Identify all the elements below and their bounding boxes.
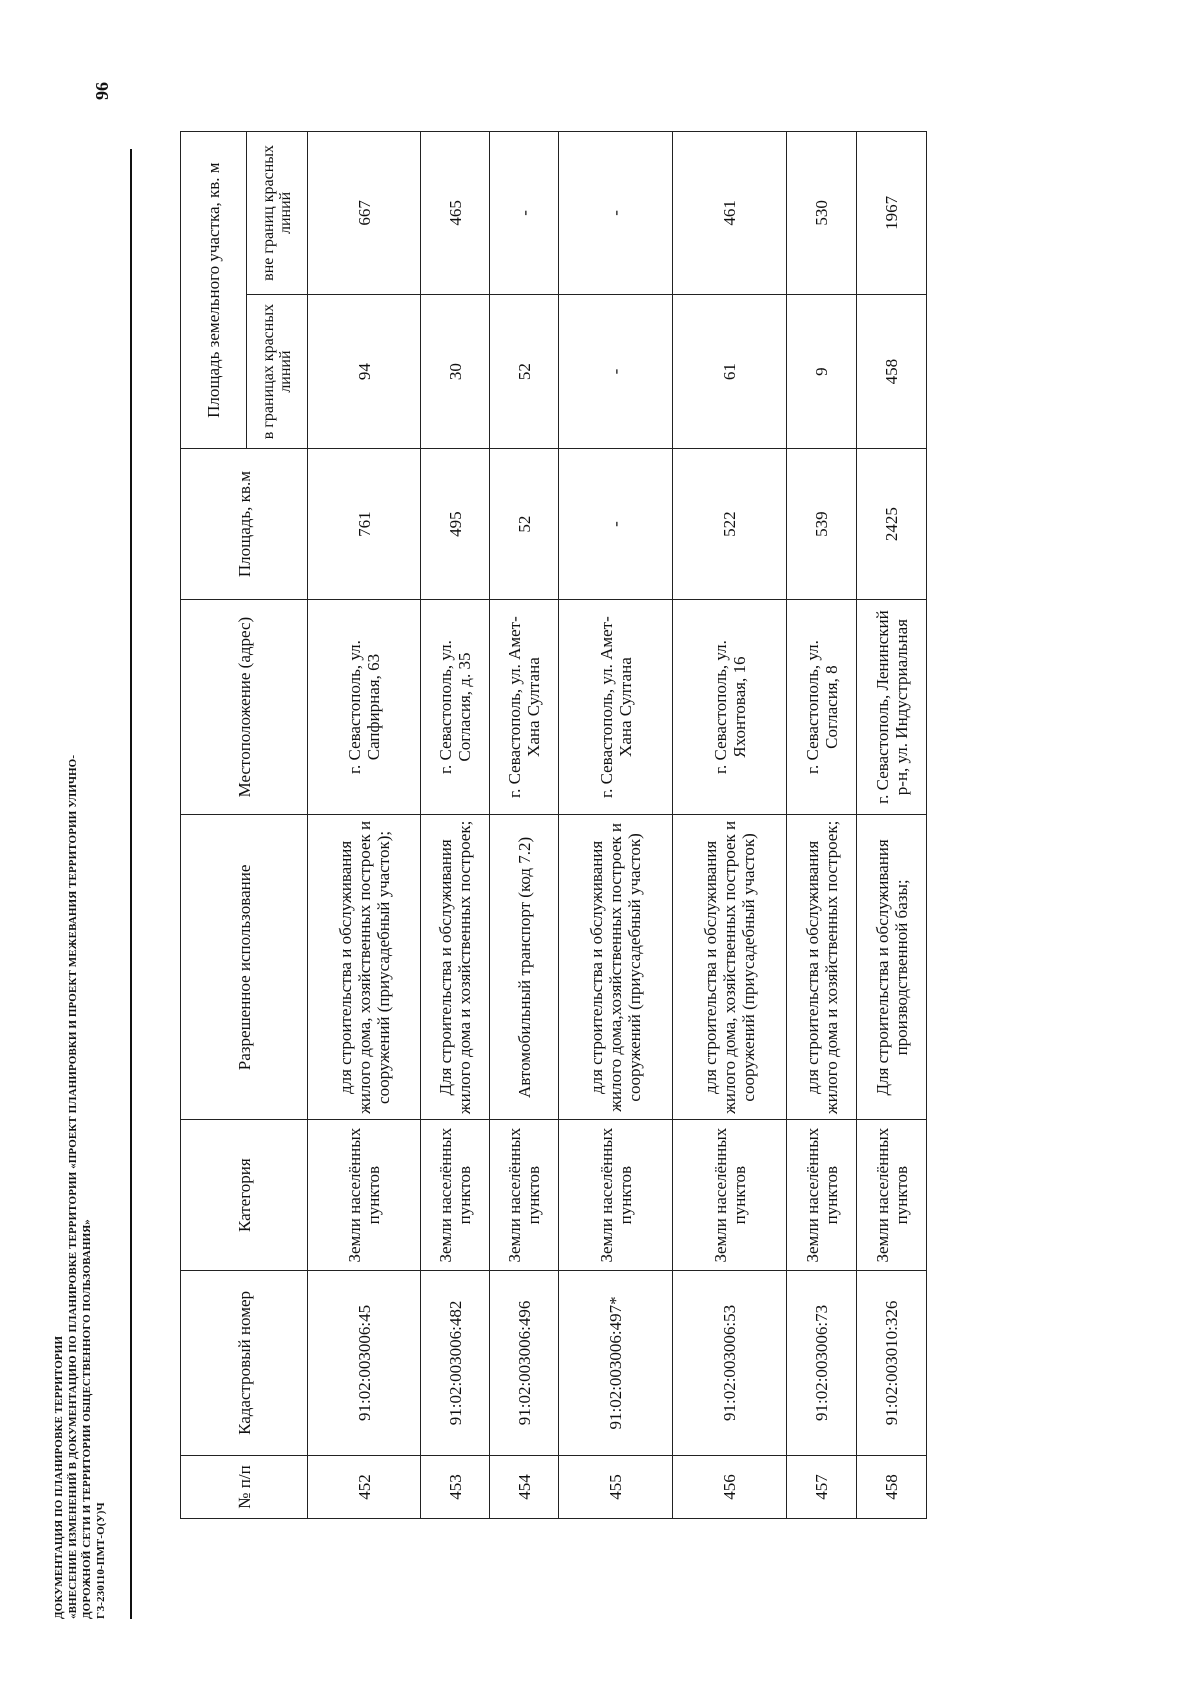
- cell-outside: -: [559, 132, 673, 295]
- header-land-area: Площадь земельного участка, кв. м: [181, 132, 247, 449]
- cell-location: г. Севастополь, ул. Амет-Хана Султана: [490, 599, 559, 815]
- cell-category: Земли населённых пунктов: [857, 1120, 927, 1270]
- table-row: [421, 132, 490, 1519]
- cell-location: г. Севастополь, Ленинский р-н, ул. Индустриальная: [857, 599, 927, 815]
- cell-category: Земли населённых пунктов: [308, 1120, 421, 1270]
- header-rule: [130, 149, 132, 1619]
- cell-cadastral: 91:02:003006:45: [308, 1270, 421, 1455]
- cell-category: Земли населённых пунктов: [787, 1120, 857, 1270]
- cell-cadastral: 91:02:003006:482: [421, 1270, 490, 1455]
- cell-num: 453: [421, 1455, 490, 1518]
- cell-use: для строительства и обслуживания жилого дома,хозяйственных построек и сооружений (приусадебный участок): [559, 815, 673, 1120]
- cell-outside: 530: [787, 132, 857, 295]
- land-plots-table: [180, 131, 927, 1519]
- cell-use: Автомобильный транспорт (код 7.2): [490, 815, 559, 1120]
- cell-cadastral: 91:02:003006:53: [673, 1270, 787, 1455]
- cell-category: Земли населённых пунктов: [673, 1120, 787, 1270]
- header-area: Площадь, кв.м: [181, 449, 308, 599]
- cell-area: 52: [490, 449, 559, 599]
- cell-num: 454: [490, 1455, 559, 1518]
- cell-inside: -: [559, 294, 673, 449]
- cell-outside: 1967: [857, 132, 927, 295]
- cell-use: для строительства и обслуживания жилого дома и хозяйственных построек;: [787, 815, 857, 1120]
- cell-cadastral: 91:02:003006:497*: [559, 1270, 673, 1455]
- cell-use: Для строительства и обслуживания жилого дома и хозяйственных построек;: [421, 815, 490, 1120]
- page-number: 96: [92, 82, 112, 100]
- header-permitted-use: Разрешенное использование: [181, 815, 308, 1120]
- cell-area: 2425: [857, 449, 927, 599]
- header-num: № п/п: [181, 1455, 308, 1518]
- cell-cadastral: 91:02:003006:73: [787, 1270, 857, 1455]
- cell-category: Земли населённых пунктов: [559, 1120, 673, 1270]
- table-row: [559, 132, 673, 1519]
- cell-inside: 458: [857, 294, 927, 449]
- cell-area: -: [559, 449, 673, 599]
- cell-cadastral: 91:02:003010:326: [857, 1270, 927, 1455]
- table-row: [787, 132, 857, 1519]
- header-line-4: ГЗ-230110-ПМТ-О(У)Ч: [95, 1502, 107, 1619]
- cell-outside: 465: [421, 132, 490, 295]
- cell-location: г. Севастополь, ул. Амет-Хана Султана: [559, 599, 673, 815]
- cell-area: 495: [421, 449, 490, 599]
- cell-area: 539: [787, 449, 857, 599]
- header-line-3: ДОРОЖНОЙ СЕТИ И ТЕРРИТОРИИ ОБЩЕСТВЕННОГО ПОЛЬЗОВАНИЯ»: [81, 1219, 93, 1619]
- cell-use: для строительства и обслуживания жилого дома, хозяйственных построек и сооружений (приусадебный участок);: [308, 815, 421, 1120]
- cell-use: для строительства и обслуживания жилого дома, хозяйственных построек и сооружений (приусадебный участок): [673, 815, 787, 1120]
- cell-area: 761: [308, 449, 421, 599]
- table-row: [490, 132, 559, 1519]
- cell-use: Для строительства и обслуживания производственной базы;: [857, 815, 927, 1120]
- cell-area: 522: [673, 449, 787, 599]
- header-cadastral: Кадастровый номер: [181, 1270, 308, 1455]
- cell-num: 457: [787, 1455, 857, 1518]
- cell-outside: 461: [673, 132, 787, 295]
- header-inside-red-lines: в границах красных линий: [247, 294, 308, 449]
- cell-num: 456: [673, 1455, 787, 1518]
- cell-category: Земли населённых пунктов: [490, 1120, 559, 1270]
- header-outside-red-lines: вне границ красных линий: [247, 132, 308, 295]
- cell-outside: -: [490, 132, 559, 295]
- header-line-1: ДОКУМЕНТАЦИЯ ПО ПЛАНИРОВКЕ ТЕРРИТОРИИ: [53, 1336, 65, 1619]
- cell-inside: 52: [490, 294, 559, 449]
- header-category: Категория: [181, 1120, 308, 1270]
- cell-location: г. Севастополь, ул. Сапфирная, 63: [308, 599, 421, 815]
- cell-inside: 61: [673, 294, 787, 449]
- cell-num: 455: [559, 1455, 673, 1518]
- header-location: Местоположение (адрес): [181, 599, 308, 815]
- cell-location: г. Севастополь, ул. Согласия, д. 35: [421, 599, 490, 815]
- cell-category: Земли населённых пунктов: [421, 1120, 490, 1270]
- cell-inside: 9: [787, 294, 857, 449]
- document-header: [52, 719, 108, 1619]
- cell-location: г. Севастополь, ул. Яхонтовая, 16: [673, 599, 787, 815]
- cell-num: 452: [308, 1455, 421, 1518]
- cell-inside: 30: [421, 294, 490, 449]
- table-row: [308, 132, 421, 1519]
- cell-outside: 667: [308, 132, 421, 295]
- cell-location: г. Севастополь, ул. Согласия, 8: [787, 599, 857, 815]
- cell-cadastral: 91:02:003006:496: [490, 1270, 559, 1455]
- header-line-2: «ВНЕСЕНИЕ ИЗМЕНЕНИЙ В ДОКУМЕНТАЦИЮ ПО ПЛАНИРОВКЕ ТЕРРИТОРИИ «ПРОЕКТ ПЛАНИРОВКИ И ПРОЕКТ МЕЖЕВАНИЯ ТЕРРИТОРИИ УЛИЧНО-: [67, 754, 79, 1619]
- cell-num: 458: [857, 1455, 927, 1518]
- cell-inside: 94: [308, 294, 421, 449]
- table-row: [857, 132, 927, 1519]
- table-row: [673, 132, 787, 1519]
